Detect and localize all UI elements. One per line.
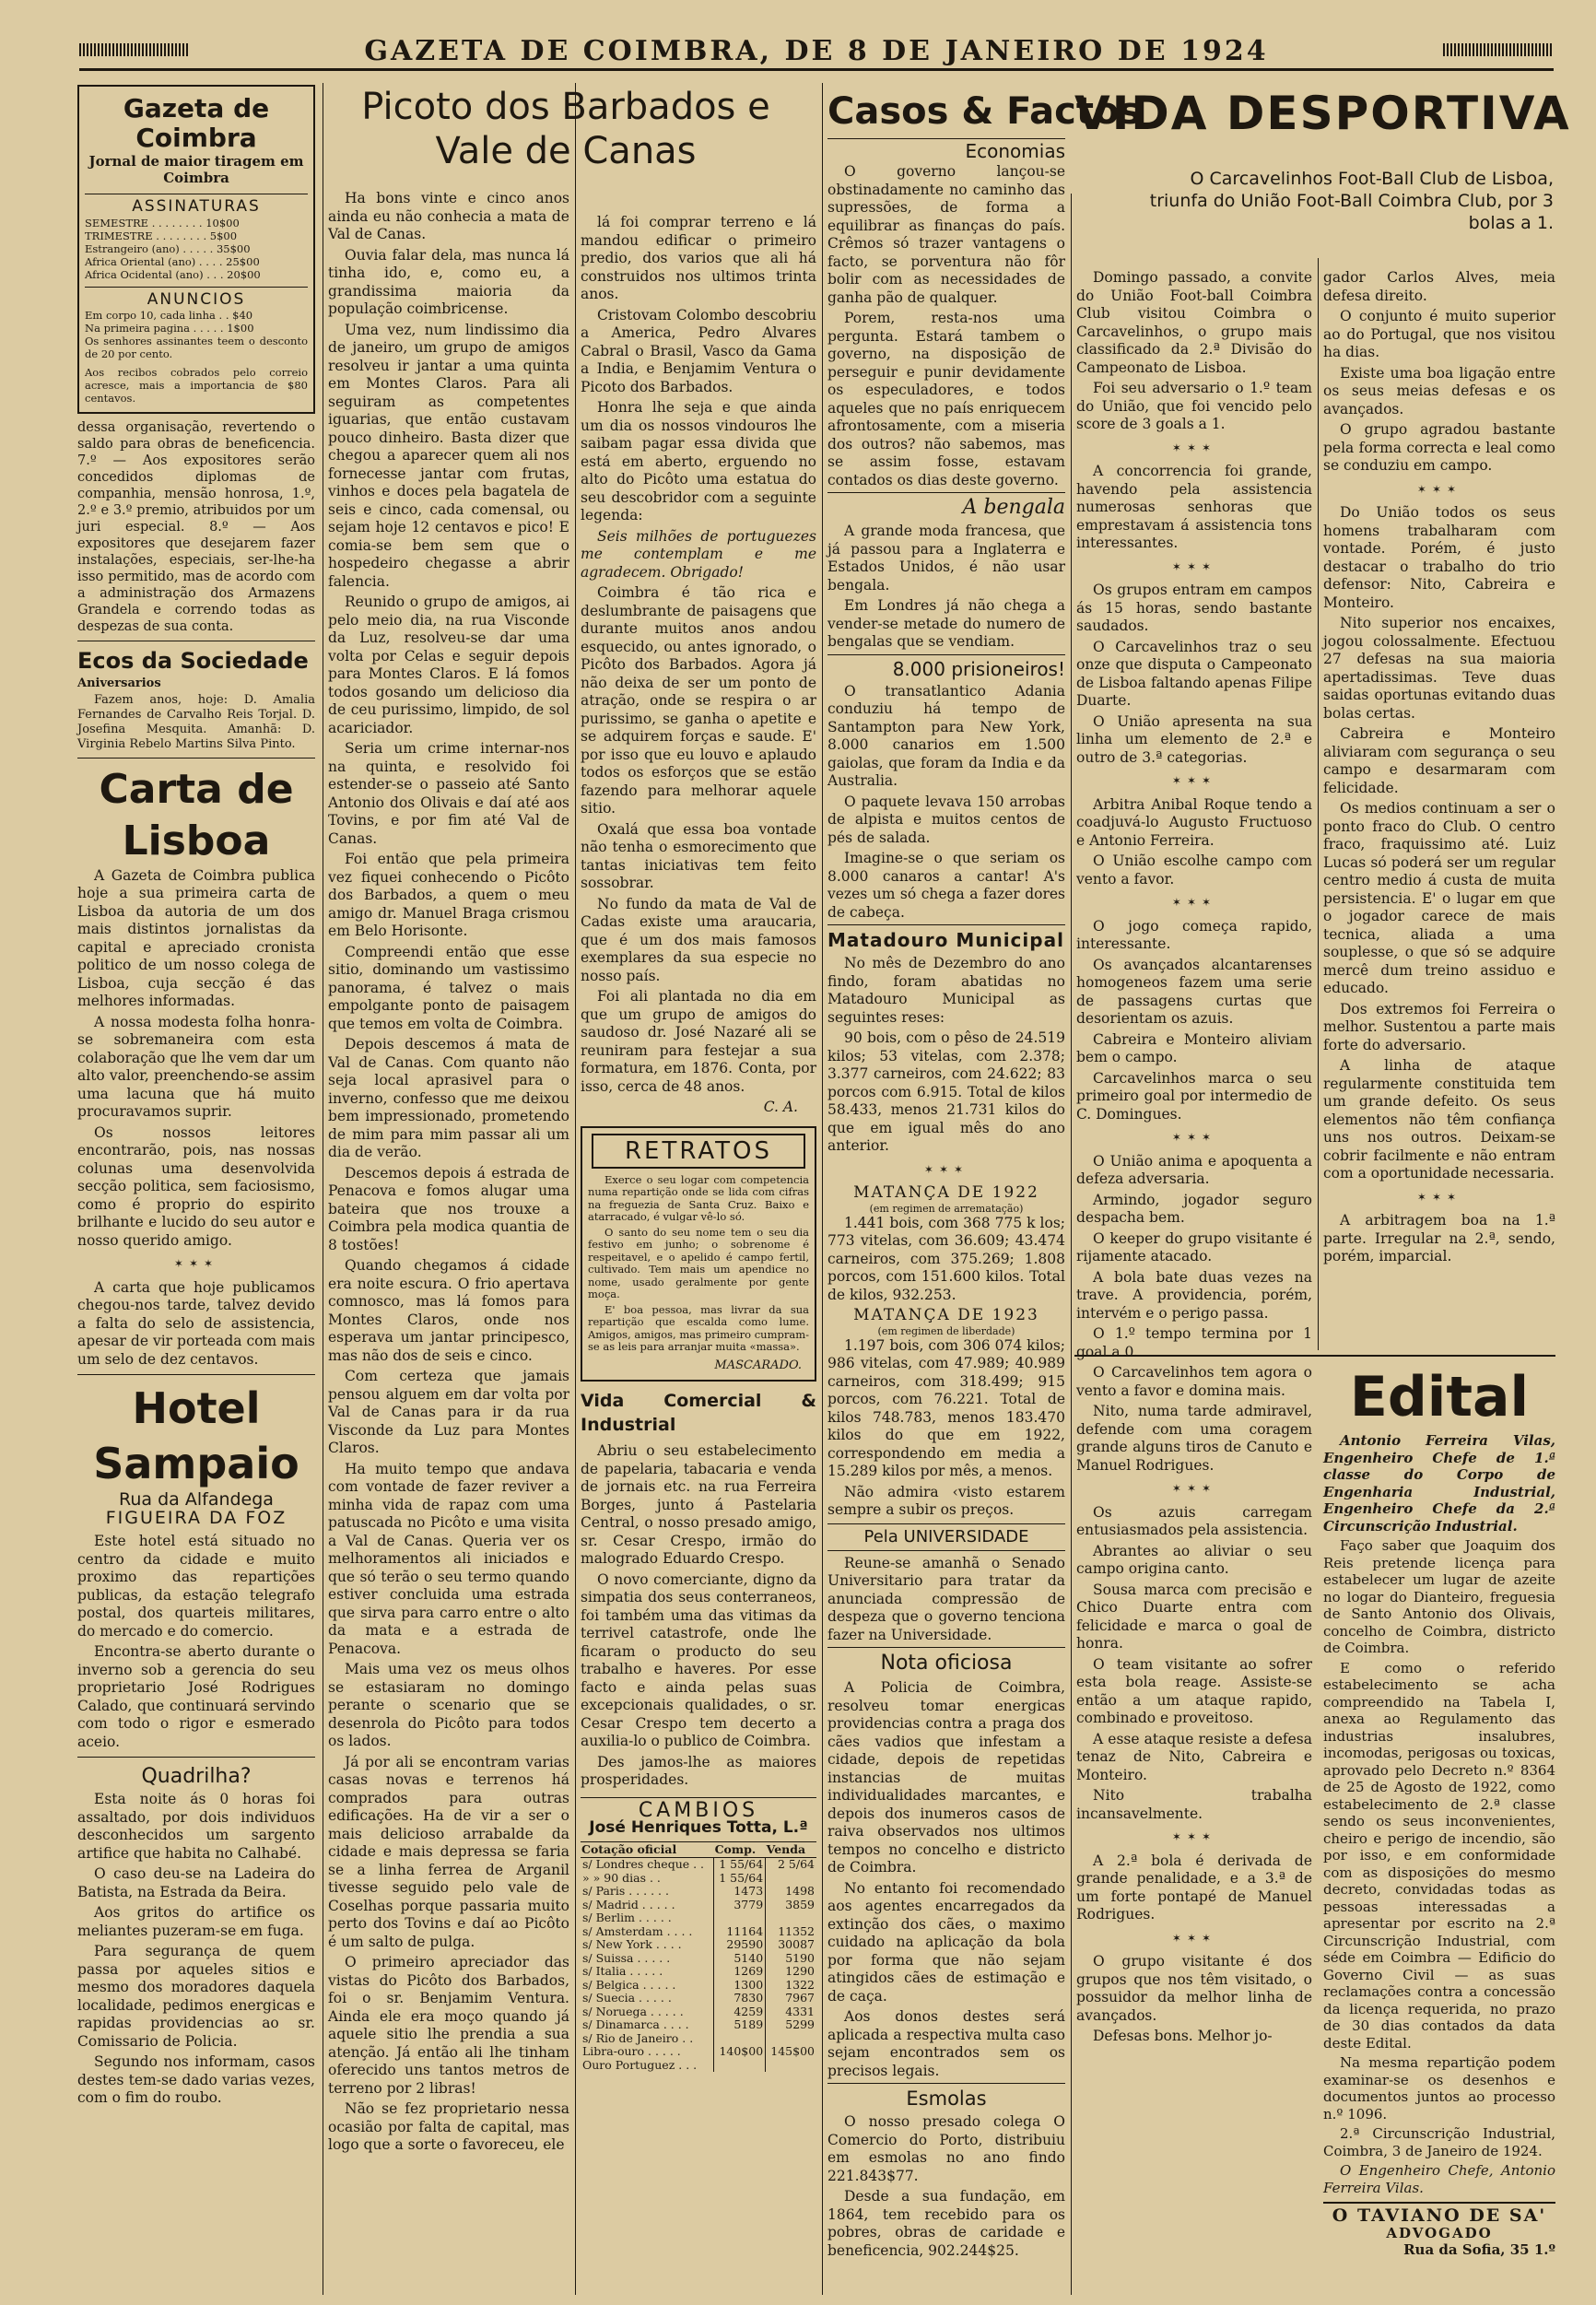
edital-paragraph: 2.ª Circunscrição Industrial, Coimbra, 3 de Janeiro de 1924. [1323,2125,1555,2159]
cambios-label: s/ Belgica . . . . . [582,1977,676,1992]
football-paragraph: Cabreira e Monteiro aliviaram com segurança o seu campo e desarmaram com felicidade. [1323,725,1555,796]
cambios-label: s/ Dinamarca . . . . [582,2017,689,2031]
retratos-paragraph: E' boa pessoa, mas livrar da sua repartição que escalda como lume. Amigos, amigos, mas primeiro cumpram-se as leis para arranjar muita «massa». [588,1302,809,1353]
picoto-paragraph: Reunido o grupo de amigos, ai pelo meio dia, na rua Visconde da Luz, resolveu-se dar uma volta por Celas e seguir depois para Montes Claros. E lá fomos todos gosando um delicioso dia de ceu purissimo, limpido, de sol acariciador. [328,594,569,736]
picoto-paragraph: Ha muito tempo que andava com vontade de fazer reviver a minha vida de rapaz com uma patuscada no Picôto e uma visita a Val de Canas. Queria ver os melhoramentos ali iniciados e que só terão o seu termo quando estiver concluida uma estrada que sirva para carro entre o alto da mata e a estrada de Penacova. [328,1460,569,1657]
cambios-venda: 1290 [766,1965,816,1979]
matanca-1923-heading: MATANÇA DE 1923 [853,1306,1039,1324]
cambios-row [581,1979,816,1993]
cambios-comp [714,2032,766,2046]
picoto-heading: Picoto dos Barbados e Vale de Canas [361,86,770,172]
economias-paragraph: O governo lançou-se obstinadamente no caminho das supressões, de forma a equilibrar as finanças do país. Crêmos só trazer vantagens o facto, se porventura não fôr bolir com as necessidades de ganha pão de qualquer. [827,163,1065,306]
cambios-row [581,1952,816,1966]
esmolas-heading: Esmolas [827,2083,1065,2113]
nota-oficiosa-heading: Nota oficiosa [827,1647,1065,1679]
subscription-box [77,85,315,414]
football-paragraph: O keeper do grupo visitante é rijamente atacado. [1076,1229,1312,1264]
cambios-col-header: Comp. [714,1841,766,1858]
football-paragraph: Domingo passado, a convite do União Foot-ball Coimbra Club visitou Coimbra o Carcavelinhos, o grupo mais classificado da 2.ª Divisão do Campeonato de Lisboa. [1076,269,1312,376]
nota-oficiosa-paragraph: A Policia de Coimbra, resolveu tomar energicas providencias contra a praga dos cães vadios que infestam a cidade, depois de repetidas instancias de muitas individualidades marcantes, e depois dos inumeros casos de raiva observados nos ultimos tempos no concelho e districto de Coimbra. [827,1679,1065,1876]
ecos-body: Fazem anos, hoje: D. Amalia Fernandes de Carvalho Reis Torjal. D. Josefina Mesquita. Amanhã: D. Virginia Rebelo Martins Silva Pinto. [77,692,315,751]
football-paragraph: Cabreira e Monteiro aliviam bem o campo. [1076,1030,1312,1065]
picoto-paragraph: Honra lhe seja e que ainda um dia os nossos vindouros lhe saibam pagar essa divida que está em aberto, erguendo no alto do Picôto uma estatua do seu descobridor com a seguinte legenda: [581,399,816,523]
exhibition-fragment: dessa organisação, revertendo o saldo para obras de beneficencia. 7.º — Aos expositores serão concedidos diplomas de companhia, mensão honrosa, 1.º, 2.º e 3.º premio, atribuidos por um juri especial. 8.º — Aos expositores que desejarem fazer instalações, especiais, ser-lhe-ha isso permitido, mas de acordo com a administração dos Armazens Grandela e correndo todas as despezas de sua conta. [77,420,315,634]
football-paragraph: Do União todos os seus homens trabalharam com vontade. Porém, é justo destacar o trabalho do trio defensor: Nito, Cabreira e Monteiro. [1323,504,1555,611]
column-rule-4 [1071,194,1072,2295]
cambios-subheading: José Henriques Totta, L.ª [589,1818,808,1837]
football-paragraph: Carcavelinhos marca o seu primeiro goal por intermedio de C. Domingues. [1076,1069,1312,1123]
ecos-heading: Ecos da Sociedade [77,648,309,674]
edital-block [1323,1362,1555,2293]
bengala-paragraph: Em Londres já não chega a vender-se metade do numero de bengalas que se vendiam. [827,597,1065,650]
cambios-label: s/ New York . . . . [582,1937,682,1951]
football-paragraph: A bola bate duas vezes na trave. A providencia, porém, intervém e o perigo passa. [1076,1268,1312,1322]
hotel-city: FIGUEIRA DA FOZ [105,1507,288,1528]
football-paragraph: O grupo agradou bastante pela forma correcta e leal como se conduziu em campo. [1323,421,1555,474]
separator: ✶✶✶ [1171,774,1217,787]
picoto-paragraph: Foi então que pela primeira vez fiquei conhecendo o Picôto dos Barbados, a quem o meu amigo dr. Manuel Braga crismou em Belo Horisonte. [328,851,569,939]
picoto-paragraph: Já por ali se encontram varias casas novas e terrenos há comprados para outras edificações. Ha de vir a ser o mais delicioso arrabalde da cidade e mais depressa se faria se a linha ferrea de Arganil tivesse seguido pelo vale de Coselhas porque passaria muito perto dos Tovins e daí ao Picôto é um salto de pulga. [328,1753,569,1950]
column-3 [581,214,816,2292]
retratos-paragraph: O santo do seu nome tem o seu dia festivo em junho; o sobrenome é respeitavel, e o apelido é campo fertil, cultivado. Tem mais um apendice no nome, usado geralmente por gente moça. [588,1225,809,1300]
edital-paragraph: Faço saber que Joaquim dos Reis pretende licença para estabelecer um lugar de azeite no logar do Dianteiro, freguesia de Santo Antonio dos Olivais, concelho de Coimbra, districto de Coimbra. [1323,1537,1555,1656]
cambios-row [581,1925,816,1939]
football-paragraph: A arbitragem boa na 1.ª parte. Irregular na 2.ª, sendo, porém, imparcial. [1323,1212,1555,1264]
separator: ✶✶✶ [1416,1190,1462,1204]
cambios-comp: 7830 [714,1992,766,2005]
cambios-venda: 5299 [766,2018,816,2032]
matanca-1922-subheading: (em regimen de arrematação) [869,1202,1024,1215]
picoto-signature: C. A. [763,1099,798,1115]
quadrilha-paragraph: Segundo nos informam, casos destes tem-se dado varias vezes, com o fim do roubo. [77,2053,315,2106]
nota-oficiosa-paragraph: No entanto foi recomendado aos agentes encarregados da extinção dos cães, o maximo cuidado na aplicação da bola por forma que não sejam atingidos cães de estimação e de caça. [827,1879,1065,2005]
ads-row: Em corpo 10, cada linha . . $40 [85,309,253,322]
football-paragraph: O Carcavelinhos tem agora o vento a favor e domina mais. [1076,1364,1312,1399]
football-paragraph: Abrantes ao aliviar o seu campo origina canto. [1076,1542,1312,1577]
vida-comercial-paragraph: Des jamos-lhe as maiores prosperidades. [581,1753,816,1788]
vida-desportiva-subheading: O Carcavelinhos Foot-Ball Club de Lisboa, triunfa do União Foot-Ball Coimbra Club, por 3 bolas a 1. [1149,169,1554,233]
masthead-rule [79,68,1554,71]
logo-title: Gazeta de Coimbra [123,93,270,153]
separator: ✶✶✶ [1171,1830,1217,1843]
casos-factos-heading: Casos & Factos [827,90,1142,133]
esmolas-paragraph: Desde a sua fundação, em 1864, tem recebido para os pobres, obras de caridade e beneficencia, 902.244$25. [827,2188,1065,2259]
cambios-label: s/ Madrid . . . . . [582,1897,675,1911]
cambios-venda [766,2032,816,2046]
football-paragraph: O conjunto é muito superior ao do Portugal, que nos visitou ha dias. [1323,308,1555,360]
bengala-paragraph: A grande moda francesa, que já passou para a Inglaterra e Estados Unidos, é não usar bengala. [827,523,1065,594]
cambios-row [581,2018,816,2032]
esmolas-paragraph: O nosso presado colega O Comercio do Porto, distribuiu em esmolas no ano findo 221.843$77. [827,2113,1065,2184]
picoto-paragraph: Oxalá que essa boa vontade não tenha o esmorecimento que tantas iniciativas tem feito sossobrar. [581,820,816,891]
cambios-venda: 11352 [766,1925,816,1939]
football-paragraph: A concorrencia foi grande, havendo pela assistencia numerosas senhoras que emprestavam á assistencia tons interessantes. [1076,463,1312,551]
football-paragraph: Nito trabalha incansavelmente. [1076,1787,1312,1822]
retratos-box [581,1126,816,1382]
column-rule-5 [1318,258,1319,1350]
matanca-1922-paragraph: 1.441 bois, com 368 775 k los; 773 vitelas, com 36.609; 43.474 carneiros, com 375.269; 1.808 porcos, com 151.600 kilos. Total de kilos, 932.253. [827,1214,1065,1303]
matanca-1923-paragraph: 1.197 bois, com 306 074 kilos; 986 vitelas, com 47.989; 40.989 carneiros, com 318.499; 915 porcos, com 76.221. Total de kilos 748.783, menos 183.470 kilos do que em 1922, correspondendo em media a 15.289 kilos por mês, a menos. [827,1336,1065,1479]
cambios-label: s/ Rio de Janeiro . . [582,2030,694,2045]
prisioneiros-paragraph: O paquete levava 150 arrobas de alpista e muitos centos de pés de salada. [827,793,1065,846]
economias-paragraph: Porem, resta-nos uma pergunta. Estará tambem o governo, na disposição de perseguir e punir devidamente os especuladores, e todos aqueles que no país enriquecem afrontosamente, com a miseria dos outros? não sabemos, mas se assim fosse, estavam contados os dias deste governo. [827,310,1065,488]
cambios-label: s/ Suissa . . . . . [582,1950,671,1965]
football-paragraph: A linha de ataque regularmente constituida tem um grande defeito. Os seus elementos não têm confiança uns nos outros. Deixam-se cobrir facilmente e não entram com a oportunidade necessaria. [1323,1057,1555,1182]
cambios-col-header: Venda [766,1841,816,1858]
cambios-label: Libra-ouro . . . . . [582,2044,681,2058]
column-rule-3 [822,83,823,2295]
football-paragraph: O União escolhe campo com vento a favor. [1076,853,1312,888]
cambios-row [581,1911,816,1925]
separator: ✶✶✶ [1416,482,1462,496]
cambios-row [581,1899,816,1912]
separator: ✶✶✶ [1171,1482,1217,1495]
prisioneiros-paragraph: O transatlantico Adania conduziu há tempo de Santampton para New York, 8.000 canarios em 1.500 gaiolas, que foram da India e da Australia. [827,682,1065,789]
cambios-venda: 1322 [766,1979,816,1993]
universidade-heading: Pela UNIVERSIDADE [827,1523,1065,1551]
carta-paragraph: A carta que hoje publicamos chegou-nos tarde, talvez devido a falta do selo de assistencia, apesar de vir porteada com mais um selo de dez centavos. [77,1278,315,1368]
cambios-venda [766,2059,816,2073]
picoto-paragraph: Descemos depois á estrada de Penacova e fomos alugar uma bateira que nos trouxe a Coimbra pela modica quantia de 8 tostões! [328,1164,569,1253]
advogado-title: ADVOGADO [1386,2224,1493,2241]
cambios-label: Ouro Portuguez . . . [582,2057,698,2072]
cambios-label: s/ Amsterdam . . . . [582,1923,693,1938]
cambios-label: s/ Londres cheque . . [582,1857,705,1871]
matadouro-paragraph: 90 bois, com o pêso de 24.519 kilos; 53 vitelas, com 2.378; 3.377 carneiros, com 24.622; 83 porcos com 6.915. Total de kilos 58.433, menos 21.731 kilos do que em igual mês do ano anterior. [827,1029,1065,1154]
cambios-comp: 1 55/64 [714,1858,766,1872]
cambios-venda: 5190 [766,1952,816,1966]
football-paragraph: Arbitra Anibal Roque tendo a coadjuvá-lo Augusto Fructuoso e Antonio Ferreira. [1076,795,1312,849]
subscription-row: SEMESTRE . . . . . . . . 10$00 [85,216,240,229]
cambios-venda: 4331 [766,2005,816,2019]
football-paragraph: O União anima e apoquenta a defeza adversaria. [1076,1152,1312,1187]
cambios-comp: 1473 [714,1885,766,1899]
cambios-row [581,1872,816,1886]
football-paragraph: O União apresenta na sua linha um elemento de 2.ª e outro de 3.ª categorias. [1076,712,1312,766]
picoto-paragraph: No fundo da mata de Val de Cadas existe uma araucaria, que é um dos mais famosos exemplares da sua especie no nosso país. [581,895,816,984]
separator: ✶✶✶ [923,1162,969,1176]
cambios-row [581,1965,816,1979]
ads-row: Aos recibos cobrados pelo correio acresce, mais a importancia de $80 centavos. [85,366,308,405]
football-paragraph: Dos extremos foi Ferreira o melhor. Sustentou a parte mais forte do adversario. [1323,1000,1555,1053]
separator: ✶✶✶ [1171,896,1217,909]
cambios-row [581,1885,816,1899]
cambios-venda [766,1872,816,1886]
quadrilha-paragraph: Aos gritos do artifice os meliantes puzeram-se em fuga. [77,1904,315,1939]
cambios-row [581,1858,816,1872]
masthead-ornament-left [79,43,190,56]
advogado-address: Rua da Sofia, 35 1.º [1403,2241,1555,2258]
football-paragraph: A 2.ª bola é derivada de grande penalidade, e a 3.ª de um forte pontapé de Manuel Rodrigues. [1076,1852,1312,1923]
picoto-paragraph: lá foi comprar terreno e lá mandou edificar o primeiro predio, dos varios que ali há construidos nos ultimos trinta anos. [581,214,816,302]
subscription-row: Africa Ocidental (ano) . . . 20$00 [85,267,261,281]
cambios-label: s/ Suecia . . . . . [582,1991,672,2005]
picoto-paragraph: Coimbra é tão rica e deslumbrante de paisagens que durante muitos anos andou esquecido, ou antes ignorado, o Picôto dos Barbados. Agora já não deixa de ser um ponto de atração, onde se respira o ar purissimo, se ganha o apetite e se adquirem forças e saude. E' por isso que eu louvo e aplaudo todos os esforços que se estão fazendo para melhorar aquele sitio. [581,584,816,817]
picoto-paragraph: Uma vez, num lindissimo dia de janeiro, um grupo de amigos resolveu ir jantar a uma quinta em Montes Claros. Para ali seguiram as competentes iguarias, que então custavam pouco dinheiro. Basta dizer que chegou a aparecer quem ali nos fornecesse jantar com frutas, vinhos e doces pela bagatela de seis e cinco, cada comensal, ou sejam hoje 12 centavos e pico! E comia-se bem sem que o hospedeiro chegasse a abrir falencia. [328,321,569,590]
ads-row: Os senhores assinantes teem o desconto de 20 por cento. [85,335,308,360]
cambios-label: s/ Berlim . . . . . [582,1911,672,1924]
masthead-title: GAZETA DE COIMBRA, DE 8 DE JANEIRO DE 1924 [364,35,1269,67]
picoto-paragraph: Ouvia falar dela, mas nunca lá tinha ido, e, como eu, a grandissima maioria da população coimbricense. [328,246,569,317]
vida-comercial-heading: Vida Comercial & Industrial [581,1391,816,1435]
carta-paragraph: A nossa modesta folha honra-se sobremaneira com esta colaboração que lhe vem dar um alto valor, preenchendo-se assim uma lacuna que há muito procuravamos suprir. [77,1013,315,1120]
cambios-venda [766,1911,816,1925]
separator: ✶✶✶ [1171,441,1217,454]
cambios-comp: 140$00 [714,2045,766,2059]
cambios-comp: 1269 [714,1965,766,1979]
picoto-paragraph: Depois descemos á mata de Val de Canas. Com quanto não seja local aprasivel para o inverno, confesso que me deixou bem impressionado, prometendo de mim para mim passar ali um dia de verão. [328,1036,569,1160]
cambios-comp: 29590 [714,1938,766,1952]
hotel-paragraph: Encontra-se aberto durante o inverno sob a gerencia do seu proprietario José Rodrigues Calado, que continuará servindo com todo o rigor e esmerado aceio. [77,1643,315,1750]
cambios-row [581,1992,816,2005]
quadrilha-paragraph: Esta noite ás 0 horas foi assaltado, por dois individuos desconhecidos um sargento artifice que habita no Calhabé. [77,1791,315,1862]
prisioneiros-paragraph: Imagine-se o que seriam os 8.000 canaros a cantar! A's vezes um só chega a fazer dores de cabeça. [827,850,1065,921]
cambios-row [581,2032,816,2046]
edital-intro: Antonio Ferreira Vilas, Engenheiro Chefe de 1.ª classe do Corpo de Engenharia Industrial, Engenheiro Chefe da 2.ª Circunscrição Industrial. [1323,1432,1555,1535]
matanca-1922-heading: MATANÇA DE 1922 [853,1183,1039,1202]
cambios-row [581,2005,816,2019]
matadouro-heading: Matadouro Municipal [827,924,1065,955]
edital-paragraph: Na mesma repartição podem examinar-se os desenhos e documentos juntos ao processo n.º 1096. [1323,2054,1555,2123]
edital-heading: Edital [1349,1365,1530,1429]
vida-comercial-paragraph: O novo comerciante, digno da simpatia dos seus conterraneos, foi também uma das vitimas da terrivel catastrofe, onde lhe ficaram o producto do seu trabalho e haveres. Por esse facto e ainda pelas suas excepcionais qualidades, o sr. Cesar Crespo tem decerto a auxilia-lo o publico de Coimbra. [581,1570,816,1749]
football-paragraph: Os avançados alcantarenses homogeneos fazem uma serie de passagens curtas que desorientam os azuis. [1076,956,1312,1027]
football-paragraph: O 1.º tempo termina por 1 goal a 0. [1076,1325,1312,1360]
subscription-row: Estrangeiro (ano) . . . . . 35$00 [85,241,251,255]
prisioneiros-heading: 8.000 prisioneiros! [827,654,1065,683]
vida-comercial-paragraph: Abriu o seu estabelecimento de papelaria, tabacaria e venda de jornais etc. na rua Ferreira Borges, junto á Pastelaria Central, o nosso presado amigo, sr. Cesar Crespo, irmão do malogrado Eduardo Crespo. [581,1442,816,1567]
subscriptions-heading: ASSINATURAS [132,197,261,216]
edital-paragraph: E como o referido estabelecimento se acha compreendido na Tabela I, anexa ao Regulamento das industrias insalubres, incomodas, perigosas ou toxicas, aprovado pelo Decreto n.º 8364 de 25 de Agosto de 1922, como estabelecimento de 2.ª classe sendo os seus inconvenientes, cheiro e perigo de incendio, são por isso, e em conformidade com as disposições do mesmo decreto, convidadas todas as pessoas interessadas a apresentar por escrito na 2.ª Circunscrição Industrial, com séde em Coimbra — Edificio do Governo Civil — as suas reclamações contra a concessão da licença requerida, no prazo de 30 dias contados da data deste Edital. [1323,1659,1555,2052]
edital-left [1076,1362,1312,2007]
separator: ✶✶✶ [1171,559,1217,573]
cambios-venda: 30087 [766,1938,816,1952]
cambios-comp: 1300 [714,1979,766,1993]
cambios-comp: 5140 [714,1952,766,1966]
ads-row: Na primeira pagina . . . . . 1$00 [85,322,254,335]
cambios-venda: 1498 [766,1885,816,1899]
football-paragraph: Sousa marca com precisão e Chico Duarte entra com felicidade e marca o goal de honra. [1076,1581,1312,1652]
cambios-col-header: Cotação oficial [581,1841,714,1858]
football-paragraph: Existe uma boa ligação entre os seus meias defesas e os avançados. [1323,364,1555,417]
logo-tagline: Jornal de maior tiragem em Coimbra [88,153,304,186]
cambios-comp [714,1911,766,1925]
cambios-venda: 3859 [766,1899,816,1912]
hotel-street: Rua da Alfandega [119,1489,274,1510]
hotel-paragraph: Este hotel está situado no centro da cidade e muito proximo das repartições publicas, da estação telegrafo postal, dos quarteis militares, do mercado e do comercio. [77,1533,315,1640]
picoto-paragraph: Foi ali plantada no dia em que um grupo de amigos do saudoso dr. José Nazaré ali se reuniram para festejar a sua formatura, em 1876. Conta, por isso, cerca de 48 anos. [581,988,816,1095]
cambios-row [581,2045,816,2059]
carta-paragraph: A Gazeta de Coimbra publica hoje a sua primeira carta de Lisboa da autoria de um dos mais distintos jornalistas da capital e apreciado cronista politico de um nosso colega de Lisboa, cuja secção é das melhores informadas. [77,866,315,1009]
separator: ✶✶✶ [1171,1931,1217,1945]
hotel-heading: Hotel Sampaio [93,1383,299,1488]
picoto-paragraph: Seria um crime internar-nos na quinta, e resolvido foi estender-se o passeio até Santo Antonio dos Olivais e daí até aos Tovins, e por fim até Val de Canas. [328,740,569,847]
cambios-label: » » 90 dias . . [582,1870,661,1885]
cambios-label: s/ Italia . . . . . [582,1964,663,1978]
picoto-paragraph: Ha bons vinte e cinco anos ainda eu não conhecia a mata de Val de Canas. [328,190,569,242]
separator: ✶✶✶ [173,1257,219,1270]
economias-heading: Economias [827,138,1065,163]
edital-signature: O Engenheiro Chefe, Antonio Ferreira Vilas. [1323,2162,1555,2196]
picoto-quote: Seis milhões de portuguezes me contemplam e me agradecem. Obrigado! [581,527,816,581]
cambios-comp: 5189 [714,2018,766,2032]
picoto-paragraph: Mais uma vez os meus olhos se estasiaram no domingo perante o scenario que se desenrola do Picôto para todos os lados. [328,1661,569,1749]
column-1 [77,85,315,2292]
cambios-heading: CAMBIOS [638,1798,759,1822]
quadrilha-heading: Quadrilha? [141,1765,252,1788]
football-paragraph: Nito, numa tarde admiravel, defende com uma coragem grande alguns tiros de Canuto e Manuel Rodrigues. [1076,1403,1312,1474]
cambios-venda: 7967 [766,1992,816,2005]
bengala-heading: A bengala [827,492,1065,523]
cambios-comp: 3779 [714,1899,766,1912]
cambios-comp: 1 55/64 [714,1872,766,1886]
picoto-paragraph: Cristovam Colombo descobriu a America, Pedro Alvares Cabral o Brasil, Vasco da Gama a India, e Benjamim Ventura o Picoto dos Barbados. [581,306,816,395]
picoto-paragraph: Com certeza que jamais pensou alguem em dar volta por Val de Canas para ir da rua Visconde da Luz para Montes Claros. [328,1368,569,1456]
quadrilha-paragraph: Para segurança de quem passa por aqueles sitios e mesmo dos moradores daquela localidade, pedimos energicas e rapidas providencias ao sr. Comissario de Policia. [77,1943,315,2050]
retratos-paragraph: Exerce o seu logar com competencia numa repartição onde se lida com cifras na freguezia de Santa Cruz. Baixo e atarracado, é vulgar vê-lo só. [588,1172,809,1223]
retratos-heading: RETRATOS [592,1134,805,1169]
carta-paragraph: Os nossos leitores encontrarão, pois, nas nossas colunas uma desenvolvida secção politica, sem faciosismo, como é proprio do espirito brilhante e lucido do seu autor e nosso querido amigo. [77,1123,315,1249]
vida-desportiva-heading: VIDA DESPORTIVA [1074,87,1571,140]
nota-oficiosa-paragraph: Aos donos destes será aplicada a respectiva multa caso sejam encontrados sem os precisos legais. [827,2008,1065,2079]
cambios-label: s/ Noruega . . . . . [582,2004,684,2018]
cambios-venda: 2 5/64 [766,1858,816,1872]
cambios-comp: 4259 [714,2005,766,2019]
subscription-row: TRIMESTRE . . . . . . . . 5$00 [85,229,238,242]
picoto-paragraph: Compreendi então que esse sitio, dominando um vastissimo panorama, é talvez o mais empolgante ponto de paisagem que temos em volta de Coimbra. [328,943,569,1032]
cambios-comp: 11164 [714,1925,766,1939]
football-paragraph: Os medios continuam a ser o ponto fraco do Club. O centro fraco, fraquissimo até. Luiz Lucas só poderá ser um regular centro medio á custa de muita persistencia. E' o lugar em que o jogador carece de mais tecnica, aliada a uma souplesse, o que só se adquire mercê dum treino assiduo e educado. [1323,800,1555,996]
football-paragraph: Os grupos entram em campos ás 15 horas, sendo bastante saudados. [1076,582,1312,634]
cambios-comp [714,2059,766,2073]
cambios-label: s/ Paris . . . . . . [582,1884,669,1898]
masthead-ornament-right [1443,43,1554,56]
universidade-paragraph: Reune-se amanhã o Senado Universitario para tratar da anunciada compressão de despeza que o governo tenciona fazer na Universidade. [827,1554,1065,1643]
quadrilha-paragraph: O caso deu-se na Ladeira do Batista, na Estrada da Beira. [77,1865,315,1900]
football-paragraph: O Carcavelinhos traz o seu onze que disputa o Campeonato de Lisboa faltando apenas Filipe Duarte. [1076,638,1312,709]
masthead [79,35,1554,65]
cambios-row [581,2059,816,2073]
matanca-1923-paragraph: Não admira ‹visto estarem sempre a subir os preços. [827,1483,1065,1518]
column-rule-2 [575,83,576,2295]
cambios-table [581,1841,816,2073]
football-paragraph: Os azuis carregam entusiasmados pela assistencia. [1076,1503,1312,1538]
football-paragraph: Defesas bons. Melhor jo- [1093,2028,1273,2044]
football-paragraph: Nito superior nos encaixes, jogou colossalmente. Efectuou 27 defesas na sua maioria apertadissimas. Teve duas saidas oportunas evitando duas bolas certas. [1323,615,1555,722]
vida-desportiva-header [1074,85,1571,234]
retratos-signature: MASCARADO. [714,1358,802,1372]
matanca-1923-subheading: (em regimen de liberdade) [877,1324,1015,1337]
column-4 [827,85,1142,2292]
football-paragraph: A esse ataque resiste a defesa tenaz de Nito, Cabreira e Monteiro. [1076,1730,1312,1783]
cambios-row [581,1938,816,1952]
football-paragraph: gador Carlos Alves, meia defesa direito. [1323,269,1555,304]
cambios-venda: 145$00 [766,2045,816,2059]
separator: ✶✶✶ [1171,1131,1217,1144]
football-paragraph: O jogo começa rapido, interessante. [1076,917,1312,952]
football-paragraph: O team visitante ao sofrer esta bola reage. Assiste-se então a um ataque rapido, combinado e proveitoso. [1076,1655,1312,1726]
football-paragraph: Foi seu adversario o 1.º team do União, que foi vencido pelo score de 3 goals a 1. [1076,380,1312,432]
picoto-paragraph: Quando chegamos á cidade era noite escura. O frio apertava comnosco, mas lá fomos para Montes Claros, onde nos esperava um jantar principesco, mas não dos de seis e cinco. [328,1257,569,1364]
ads-heading: ANUNCIOS [147,289,246,309]
football-paragraph: Armindo, jogador seguro despacha bem. [1076,1191,1312,1226]
matadouro-paragraph: No mês de Dezembro do ano findo, foram abatidas no Matadouro Municipal as seguintes reses: [827,955,1065,1026]
picoto-paragraph: O primeiro apreciador das vistas do Picôto dos Barbados, foi o sr. Benjamim Ventura. Ainda ele era moço quando já aquele sitio lhe prendia a sua atenção. Já então ali lhe tinham oferecido uns tantos metros de terreno por 2 libras! [328,1954,569,2097]
subscription-row: Africa Oriental (ano) . . . . 25$00 [85,254,260,268]
advogado-name: O TAVIANO DE SA' [1332,2205,1547,2226]
football-paragraph: O grupo visitante é dos grupos que nos têm visitado, o possuidor da melhor linha de avançados. [1076,1953,1312,2024]
ecos-subheading: Aniversarios [77,676,161,690]
carta-heading: Carta de Lisboa [99,765,294,864]
picoto-paragraph: Não se fez proprietario nessa ocasião por falta de capital, mas logo que a sorte o favoreceu, ele [328,2100,569,2153]
